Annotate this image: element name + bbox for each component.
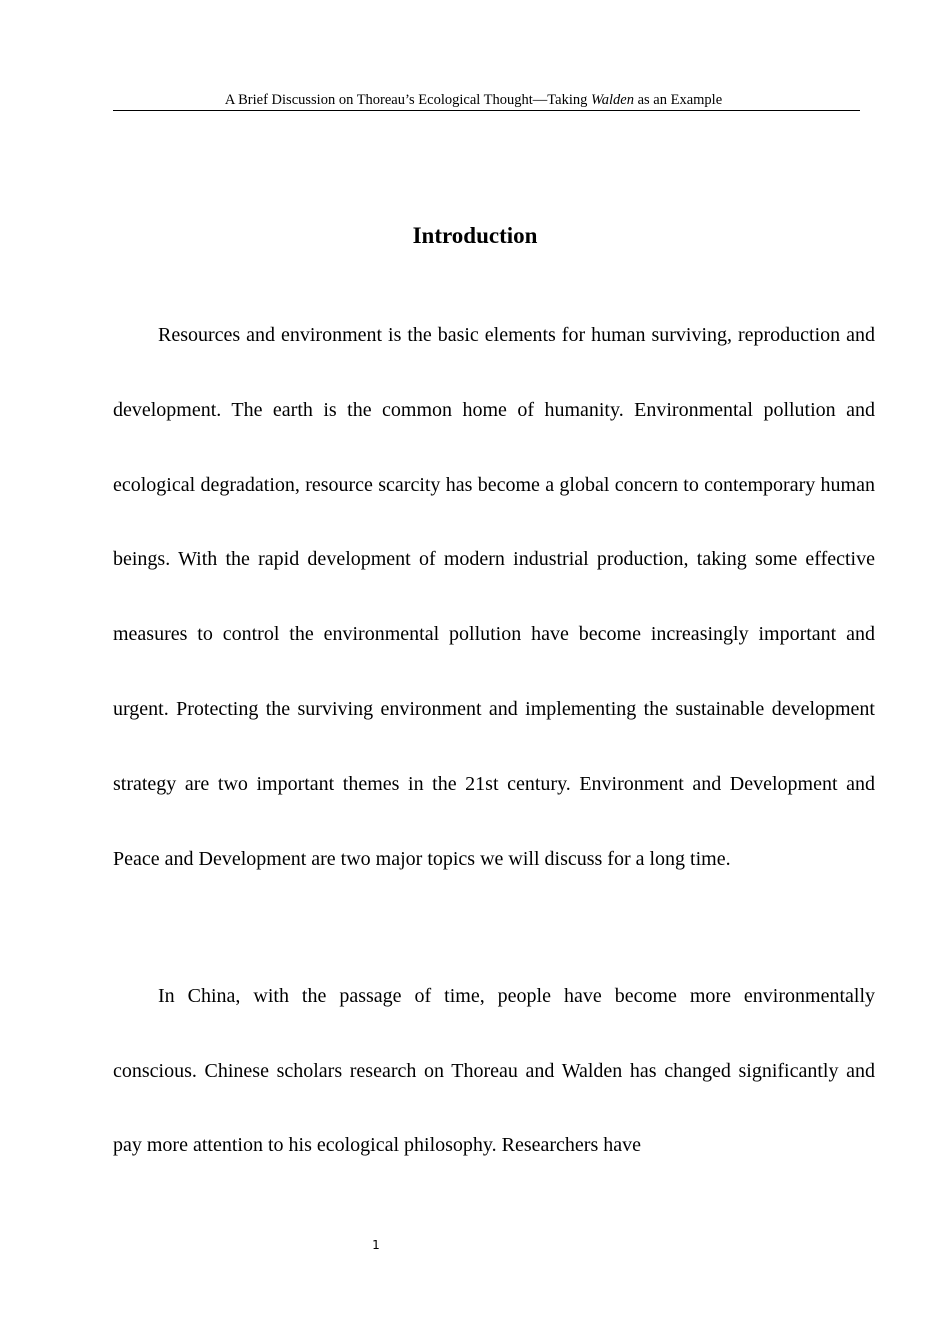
header-title-italic: Walden — [590, 92, 634, 108]
body-paragraph: Resources and environment is the basic elements for human surviving, reproduction and development. The earth is the common home of humanity. Environmental pollution and ecological degradation, resource scarcity has become a global concern to contemporary human beings. With the rapid development of modern industrial production, taking some effective measures to control the environmental pollution have become increasingly important and urgent. Protecting the surviving environment and implementing the sustainable development strategy are two important themes in the 21st century. Environment and Development and Peace and Development are two major topics we will discuss for a long time. — [113, 324, 875, 870]
section-title: Introduction — [412, 223, 538, 248]
header-title-start: A Brief Discussion on Thoreau’s Ecological Thought—Taking — [224, 92, 591, 108]
body-paragraph-2-block — [113, 959, 875, 1183]
running-header — [113, 90, 860, 111]
page-number: 1 — [372, 1238, 380, 1252]
body-paragraph-1-block — [113, 298, 875, 896]
body-paragraph: In China, with the passage of time, people have become more environmentally conscious. Chinese scholars research on Thoreau and Walden has changed significantly and pay more attention to his ecological philosophy. Researchers have — [113, 985, 875, 1156]
running-header-title — [225, 90, 722, 110]
header-title-end: as an Example — [633, 92, 723, 108]
